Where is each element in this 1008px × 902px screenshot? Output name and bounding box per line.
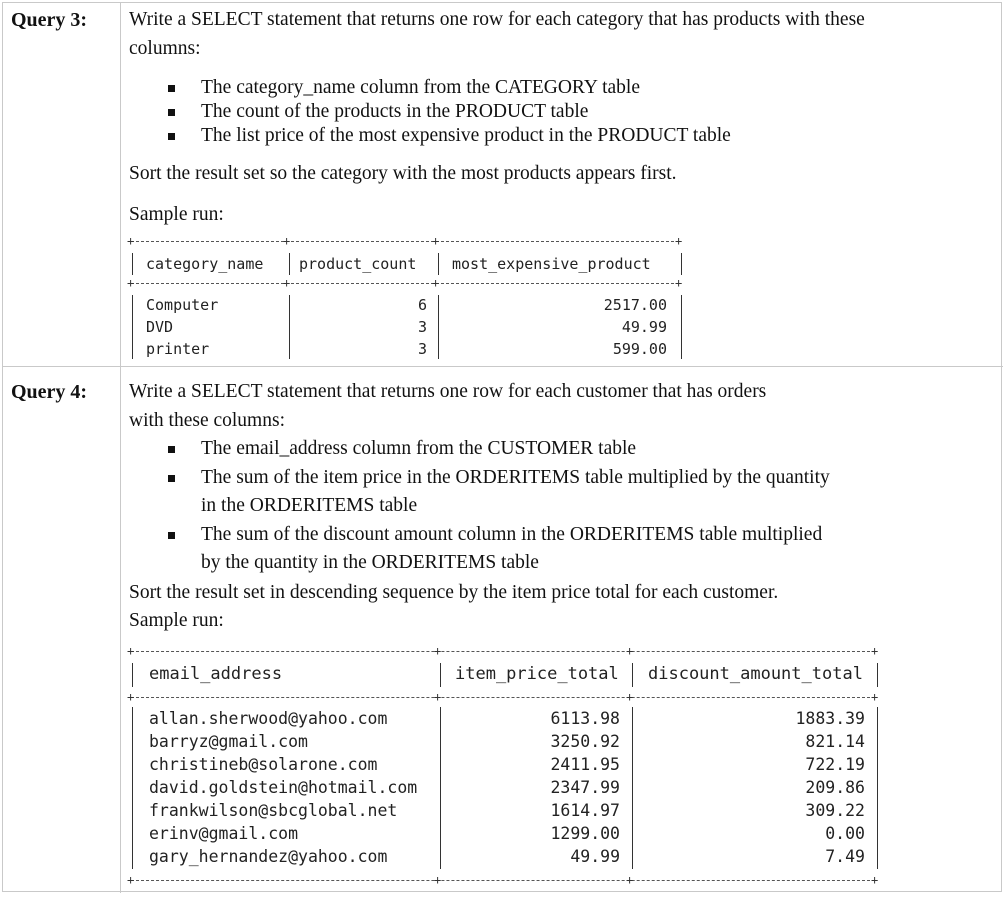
- most-expensive-cell: 599.00: [612, 340, 667, 358]
- bullet-icon: [168, 446, 175, 453]
- table-border: [131, 880, 875, 881]
- email-cell: frankwilson@sbcglobal.net: [149, 801, 398, 820]
- bullet-icon: [168, 133, 175, 140]
- column-header: email_address: [149, 664, 283, 684]
- query4-instruction-line2: with these columns:: [129, 410, 285, 431]
- discount-total-cell: 722.19: [805, 755, 865, 774]
- column-header: category_name: [146, 255, 264, 273]
- query4-bullet-2-line2: in the ORDERITEMS table: [201, 495, 418, 516]
- product-count-cell: 3: [417, 318, 427, 336]
- email-cell: gary_hernandez@yahoo.com: [149, 847, 388, 866]
- table-border: [131, 697, 875, 698]
- table-border: [131, 241, 679, 242]
- item-price-total-cell: 3250.92: [550, 732, 620, 751]
- discount-total-cell: 309.22: [805, 801, 865, 820]
- most-expensive-cell: 2517.00: [603, 296, 667, 314]
- query3-instruction-line2: columns:: [129, 38, 201, 59]
- document-frame: Query 3: Write a SELECT statement that returns one row for each category that has products with these columns: The category_name column from the CATEGORY table The count of the products in the PRODUCT table The list price of the most expensive product in the PRODUCT table Sort the result set so the category with the most products appears first. Sample run: + + + + + + + + category_name product_count most_expensive_product Computer 6 2517.00 DVD 3 49.99 printer 3 599.00 Query 4: Write a SELECT statement that returns one row for each customer that has orders with these columns: The email_address column from the CUSTOMER table The sum of the item price in the ORDERITEMS table multiplied by the quantity in the ORDERITEMS table The sum of the discount amount column in the ORDERITEMS table multiplied by the quantity in the ORDERITEMS table Sort the result set in descending sequence by the item price total for each customer. Sample run: + + + + + + + + + + + + email_address item_price_total discount_amount_total allan.sherwood@yahoo.com 6113.98 1883.39 barryz@gmail.com 3250.92 821.14 christineb@solarone.com 2411.95 722.19 david.goldstein@hotmail.com 2347.99 209.86 frankwilson@sbcglobal.net 1614.97 309.22 erinv@gmail.com 1299.00 0.00 gary_hernandez@yahoo.com 49.99 7.49: [2, 2, 1002, 892]
- query3-bullet-3: The list price of the most expensive product in the PRODUCT table: [201, 125, 731, 146]
- discount-total-cell: 0.00: [825, 824, 865, 843]
- item-price-total-cell: 1614.97: [550, 801, 620, 820]
- item-price-total-cell: 2347.99: [550, 778, 620, 797]
- item-price-total-cell: 49.99: [570, 847, 620, 866]
- query4-sort-instruction: Sort the result set in descending sequence by the item price total for each customer.: [129, 582, 779, 603]
- query4-instruction-line1: Write a SELECT statement that returns one row for each customer that has orders: [129, 381, 767, 402]
- email-cell: david.goldstein@hotmail.com: [149, 778, 418, 797]
- bullet-icon: [168, 532, 175, 539]
- most-expensive-cell: 49.99: [621, 318, 667, 336]
- discount-total-cell: 1883.39: [795, 709, 865, 728]
- product-count-cell: 3: [417, 340, 427, 358]
- discount-total-cell: 821.14: [805, 732, 865, 751]
- column-header: item_price_total: [455, 664, 619, 684]
- query4-sample-run-label: Sample run:: [129, 610, 224, 631]
- product-count-cell: 6: [417, 296, 427, 314]
- email-cell: erinv@gmail.com: [149, 824, 299, 843]
- query3-label: Query 3:: [11, 9, 88, 31]
- query3-bullet-1: The category_name column from the CATEGORY table: [201, 77, 640, 98]
- bullet-icon: [168, 109, 175, 116]
- column-header: product_count: [299, 255, 417, 273]
- item-price-total-cell: 2411.95: [550, 755, 620, 774]
- column-header: discount_amount_total: [648, 664, 863, 684]
- category-name-cell: printer: [146, 340, 210, 358]
- query4-label: Query 4:: [11, 381, 88, 403]
- query4-bullet-3-line2: by the quantity in the ORDERITEMS table: [201, 552, 539, 573]
- query3-instruction-line1: Write a SELECT statement that returns one row for each category that has products with these: [129, 9, 865, 30]
- item-price-total-cell: 6113.98: [550, 709, 620, 728]
- label-column-divider: [120, 3, 121, 893]
- email-cell: barryz@gmail.com: [149, 732, 308, 751]
- discount-total-cell: 209.86: [805, 778, 865, 797]
- table-border: [131, 283, 679, 284]
- bullet-icon: [168, 475, 175, 482]
- email-cell: allan.sherwood@yahoo.com: [149, 709, 388, 728]
- query3-sample-run-label: Sample run:: [129, 204, 224, 225]
- query4-bullet-2-line1: The sum of the item price in the ORDERITEMS table multiplied by the quantity: [201, 467, 830, 488]
- query4-bullet-3-line1: The sum of the discount amount column in the ORDERITEMS table multiplied: [201, 524, 823, 545]
- query-row-divider: [3, 366, 1003, 367]
- query3-sort-instruction: Sort the result set so the category with the most products appears first.: [129, 163, 677, 184]
- category-name-cell: Computer: [146, 296, 219, 314]
- query3-bullet-2: The count of the products in the PRODUCT table: [201, 101, 589, 122]
- item-price-total-cell: 1299.00: [550, 824, 620, 843]
- category-name-cell: DVD: [146, 318, 174, 336]
- discount-total-cell: 7.49: [825, 847, 865, 866]
- column-header: most_expensive_product: [452, 255, 651, 273]
- query4-bullet-1: The email_address column from the CUSTOMER table: [201, 438, 637, 459]
- table-border: [131, 651, 875, 652]
- email-cell: christineb@solarone.com: [149, 755, 378, 774]
- bullet-icon: [168, 85, 175, 92]
